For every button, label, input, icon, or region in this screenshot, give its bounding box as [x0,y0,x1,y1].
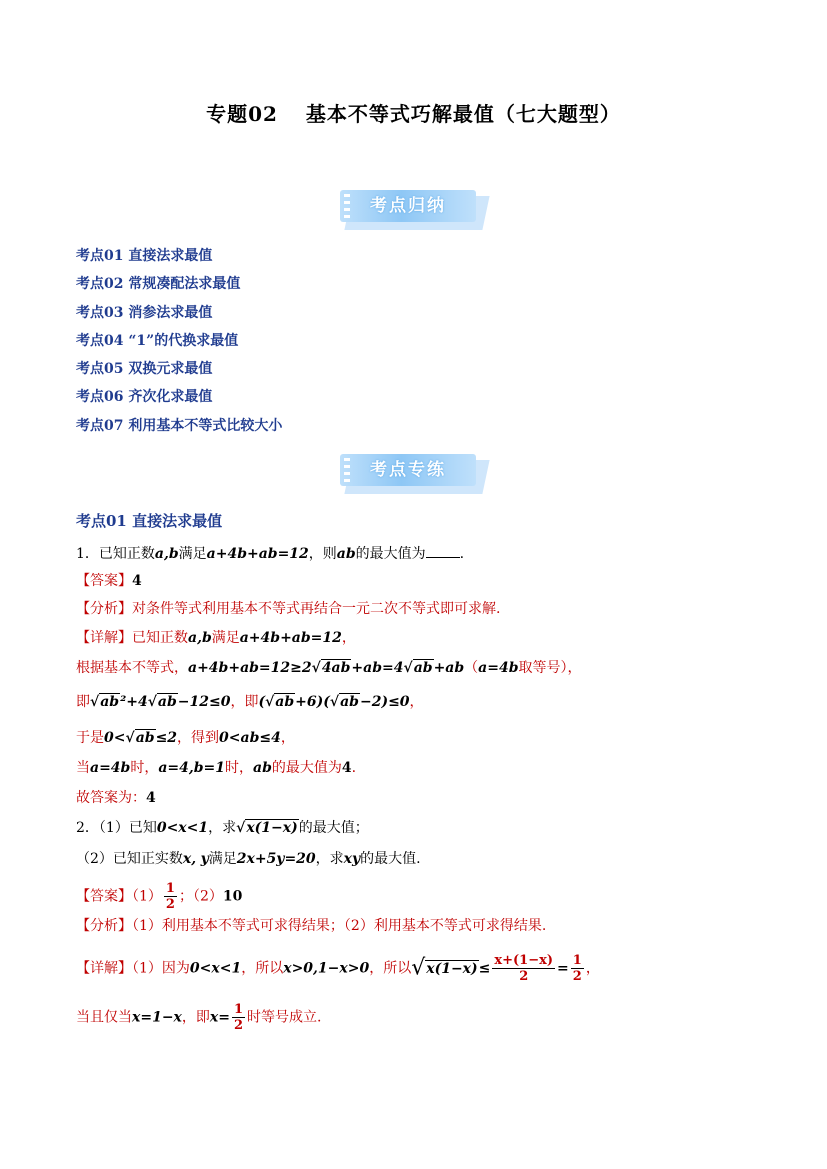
detail-line: 当且仅当x=1−x，即x= $\frac{1}{2}$ 时等号成立. [76,1002,322,1033]
question-2-part-1: 2．（1）已知0<x<1，求√x(1−x)的最大值； [76,820,369,836]
topic-item: 考点02 常规凑配法求最值 [76,276,241,293]
title-subject: 基本不等式巧解最值（七大题型） [305,102,621,126]
topic-item: 考点06 齐次化求最值 [76,389,213,406]
practice-banner-label: 考点专练 [370,460,446,480]
section-heading: 考点01 直接法求最值 [76,512,223,530]
page-title [0,98,827,127]
analysis-line: 【分析】对条件等式利用基本不等式再结合一元二次不等式即可求解. [76,601,501,617]
detail-line: 【详解】（1）因为0<x<1，所以x>0,1−x>0，所以√x(1−x)≤ $\frac{x+(1-x)}{2}$ = $\frac{1}{2}$ ， [76,953,600,984]
question-1: 1．已知正数a,b满足a+4b+ab=12，则ab的最大值为 . [76,543,464,564]
detail-line: 即√ab²+4√ab−12≤0，即(√ab+6)(√ab−2)≤0， [76,694,424,710]
topic-item: 考点05 双换元求最值 [76,361,213,378]
summary-banner [338,188,488,232]
question-2-part-2: （2）已知正实数x, y满足2x+5y=20，求xy的最大值. [76,851,421,867]
detail-line: 当a=4b时，a=4,b=1时，ab的最大值为4. [76,760,357,776]
topic-item: 考点07 利用基本不等式比较大小 [76,417,283,434]
topic-item: 考点03 消参法求最值 [76,304,213,321]
topic-item: 考点01 直接法求最值 [76,248,213,264]
topic-list [76,245,282,443]
title-topic: 专题02 [206,102,278,126]
answer-line: 【答案】4 [76,573,142,589]
detail-line: 于是0<√ab≤2，得到0<ab≤4， [76,730,295,746]
final-answer-line: 故答案为：4 [76,790,156,806]
detail-line: 根据基本不等式，a+4b+ab=12≥2√4ab+ab=4√ab+ab（a=4b取等号）， [76,660,582,676]
analysis-line: 【分析】（1）利用基本不等式可求得结果；（2）利用基本不等式可求得结果. [76,918,547,934]
answer-blank [426,543,460,558]
practice-banner [338,452,488,496]
topic-item: 考点04 “1”的代换求最值 [76,332,239,349]
detail-line: 【详解】已知正数a,b满足a+4b+ab=12， [76,630,356,646]
summary-banner-label: 考点归纳 [370,196,446,216]
answer-line: 【答案】（1） $\frac{1}{2}$ ；（2）10 [76,881,243,912]
